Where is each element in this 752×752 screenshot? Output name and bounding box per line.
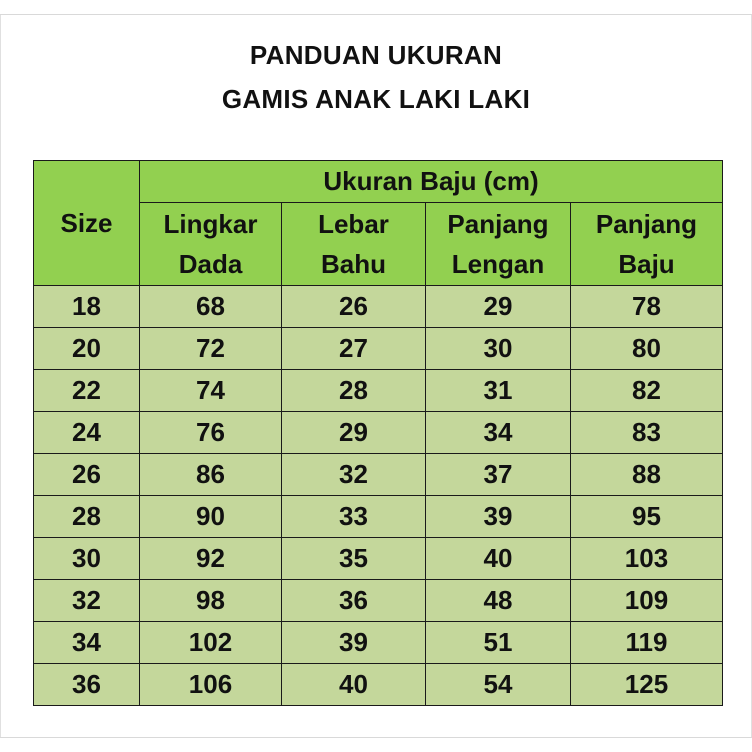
cell-size: 34 <box>34 622 140 664</box>
header-panjang-baju <box>571 203 723 286</box>
cell-lebar-bahu: 29 <box>282 412 426 454</box>
cell-panjang-baju: 78 <box>571 286 723 328</box>
cell-size: 24 <box>34 412 140 454</box>
table-row <box>34 412 723 454</box>
cell-panjang-lengan: 29 <box>426 286 571 328</box>
title-line-1: PANDUAN UKURAN <box>249 40 503 70</box>
table-row <box>34 622 723 664</box>
cell-lingkar-dada: 98 <box>140 580 282 622</box>
cell-lebar-bahu: 40 <box>282 664 426 706</box>
cell-panjang-lengan: 54 <box>426 664 571 706</box>
header-panjang-baju-line2: Baju <box>618 249 675 279</box>
cell-panjang-baju: 109 <box>571 580 723 622</box>
cell-panjang-lengan: 30 <box>426 328 571 370</box>
header-lingkar-dada <box>140 203 282 286</box>
table-row <box>34 328 723 370</box>
cell-panjang-baju: 88 <box>571 454 723 496</box>
cell-panjang-lengan: 51 <box>426 622 571 664</box>
cell-size: 32 <box>34 580 140 622</box>
table-row <box>34 286 723 328</box>
cell-lingkar-dada: 106 <box>140 664 282 706</box>
header-lebar-bahu <box>282 203 426 286</box>
cell-lingkar-dada: 90 <box>140 496 282 538</box>
table-row <box>34 664 723 706</box>
header-size: Size <box>34 161 140 286</box>
cell-size: 36 <box>34 664 140 706</box>
cell-lebar-bahu: 32 <box>282 454 426 496</box>
cell-panjang-baju: 103 <box>571 538 723 580</box>
header-lebar-bahu-line2: Bahu <box>321 249 386 279</box>
header-lingkar-dada-line1: Lingkar <box>163 209 258 239</box>
cell-panjang-lengan: 31 <box>426 370 571 412</box>
cell-lingkar-dada: 92 <box>140 538 282 580</box>
header-panjang-lengan-line2: Lengan <box>451 249 545 279</box>
table-row <box>34 538 723 580</box>
cell-panjang-baju: 82 <box>571 370 723 412</box>
cell-lingkar-dada: 68 <box>140 286 282 328</box>
cell-lebar-bahu: 28 <box>282 370 426 412</box>
cell-panjang-baju: 83 <box>571 412 723 454</box>
header-panjang-baju-line1: Panjang <box>595 209 698 239</box>
table-row <box>34 580 723 622</box>
cell-size: 20 <box>34 328 140 370</box>
header-group-ukuran-baju: Ukuran Baju (cm) <box>140 161 723 203</box>
cell-panjang-lengan: 40 <box>426 538 571 580</box>
cell-lebar-bahu: 26 <box>282 286 426 328</box>
cell-panjang-baju: 119 <box>571 622 723 664</box>
header-panjang-lengan <box>426 203 571 286</box>
cell-lebar-bahu: 39 <box>282 622 426 664</box>
cell-size: 22 <box>34 370 140 412</box>
cell-panjang-baju: 80 <box>571 328 723 370</box>
header-panjang-lengan-line1: Panjang <box>447 209 549 239</box>
cell-panjang-lengan: 48 <box>426 580 571 622</box>
table-row <box>34 370 723 412</box>
cell-lebar-bahu: 33 <box>282 496 426 538</box>
table-row <box>34 496 723 538</box>
cell-lingkar-dada: 86 <box>140 454 282 496</box>
cell-size: 18 <box>34 286 140 328</box>
cell-lingkar-dada: 76 <box>140 412 282 454</box>
header-lebar-bahu-line1: Lebar <box>318 209 389 239</box>
size-chart-table <box>33 160 723 706</box>
cell-size: 30 <box>34 538 140 580</box>
cell-panjang-lengan: 37 <box>426 454 571 496</box>
cell-lingkar-dada: 102 <box>140 622 282 664</box>
cell-panjang-baju: 95 <box>571 496 723 538</box>
cell-panjang-lengan: 34 <box>426 412 571 454</box>
cell-lebar-bahu: 27 <box>282 328 426 370</box>
cell-lingkar-dada: 74 <box>140 370 282 412</box>
cell-lebar-bahu: 36 <box>282 580 426 622</box>
cell-panjang-baju: 125 <box>571 664 723 706</box>
title-line-2: GAMIS ANAK LAKI LAKI <box>221 84 531 114</box>
header-lingkar-dada-line2: Dada <box>178 249 243 279</box>
cell-size: 26 <box>34 454 140 496</box>
table-row <box>34 454 723 496</box>
cell-size: 28 <box>34 496 140 538</box>
cell-lingkar-dada: 72 <box>140 328 282 370</box>
cell-lebar-bahu: 35 <box>282 538 426 580</box>
cell-panjang-lengan: 39 <box>426 496 571 538</box>
